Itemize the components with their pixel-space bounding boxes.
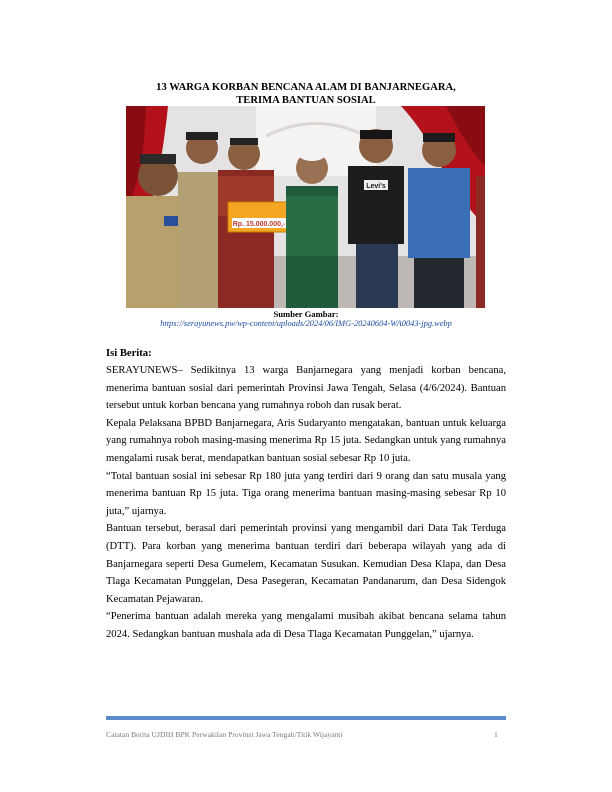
title-line-1: 13 WARGA KORBAN BENCANA ALAM DI BANJARNEGARA,: [156, 82, 456, 93]
paragraph: SERAYUNEWS– Sedikitnya 13 warga Banjarnegara yang menjadi korban bencana, menerima bantuan sosial dari pemerintah Provinsi Jawa Tengah, Selasa (4/6/2024). Bantuan tersebut untuk korban bencana yang rumahnya roboh dan rusak berat.: [106, 365, 506, 412]
paragraph: “Total bantuan sosial ini sebesar Rp 180 juta yang terdiri dari 9 orang dan satu musala yang menerima bantuan Rp 15 juta. Tiga orang menerima bantuan masing-masing sebesar Rp 10 juta,” ujarnya.: [106, 470, 506, 517]
image-source-link[interactable]: https://serayunews.pw/wp-content/uploads/2024/06/IMG-20240604-WA0043-jpg.webp: [160, 319, 452, 328]
image-source-label: Sumber Gambar:: [273, 309, 339, 319]
document-title: [0, 82, 612, 107]
article-body: [106, 362, 506, 644]
paragraph: Kepala Pelaksana BPBD Banjarnegara, Aris Sudaryanto mengatakan, bantuan untuk keluarga yang rumahnya roboh masing-masing menerima Rp 15 juta. Sedangkan untuk yang rumahnya mengalami rusak berat, mendapatkan bantuan sosial sebesar Rp 10 juta.: [106, 417, 506, 464]
board-amount: Rp. 15.000.000,-: [232, 221, 286, 228]
section-heading: Isi Berita:: [106, 348, 152, 359]
paragraph: Bantuan tersebut, berasal dari pemerintah provinsi yang mengambil dari Data Tak Terduga (DTT). Para korban yang menerima bantuan terdiri dari beberapa wilayah yang ada di Banjarnegara seperti Desa Gumelem, Kecamatan Susukan. Kemudian Desa Klapa, dan Desa Tlaga Kecamatan Punggelan, Desa Pasegeran, Kecamatan Pandanarum, dan Desa Sidengok Kecamatan Pejawaran.: [106, 523, 506, 605]
shirt-logo: Levi's: [366, 183, 386, 190]
page-number: 1: [494, 730, 498, 739]
news-photo: [126, 106, 485, 308]
paragraph: “Penerima bantuan adalah mereka yang mengalami musibah akibat bencana selama tahun 2024. Sedangkan bantuan mushala ada di Desa Tlaga Kecamatan Punggelan,” ujarnya.: [106, 611, 506, 640]
title-line-2: TERIMA BANTUAN SOSIAL: [236, 94, 376, 106]
footer-divider: [106, 716, 506, 720]
footer-text: Catatan Berita UJDIH BPK Perwakilan Provinsi Jawa Tengah/Titik Wijayanti: [106, 730, 343, 739]
